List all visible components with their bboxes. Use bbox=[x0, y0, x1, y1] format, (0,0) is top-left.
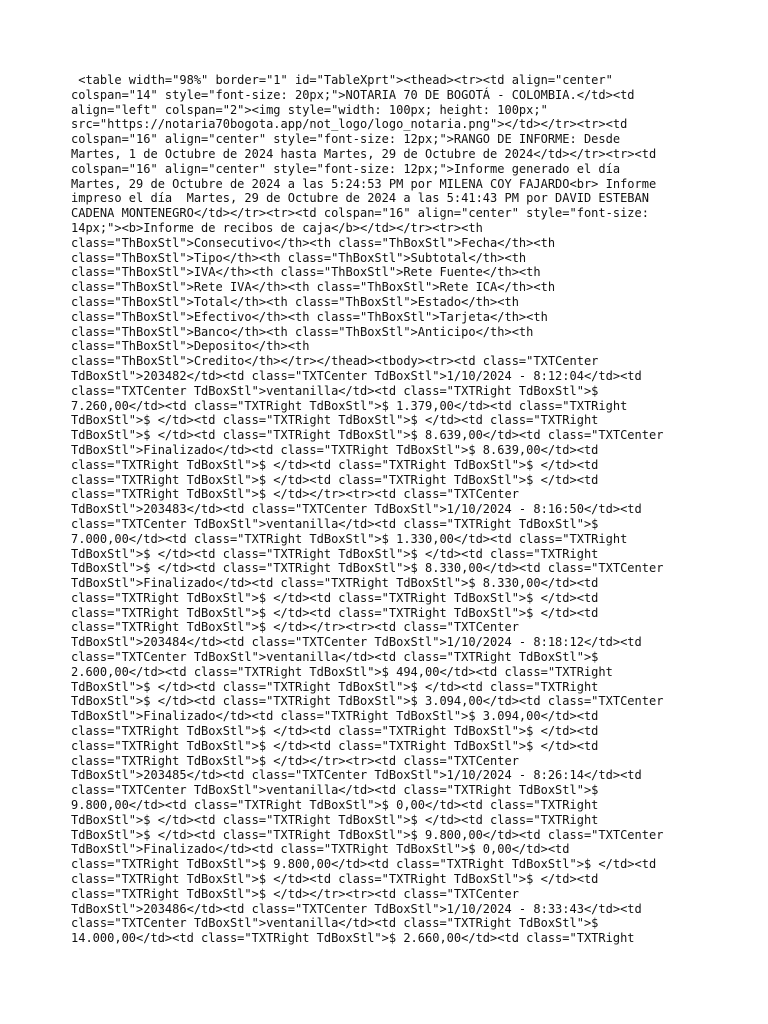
code-line: class="TXTCenter TdBoxStl">ventanilla</td><td class="TXTRight TdBoxStl">$ bbox=[71, 383, 599, 398]
code-line: TdBoxStl">$ </td><td class="TXTRight TdBoxStl">$ </td><td class="TXTRight bbox=[71, 546, 599, 561]
code-line: TdBoxStl">203484</td><td class="TXTCenter TdBoxStl">1/10/2024 - 8:18:12</td><td bbox=[71, 635, 642, 650]
code-line: colspan="16" align="center" style="font-size: 12px;">Informe generado el día bbox=[71, 161, 621, 176]
code-line: class="TXTRight TdBoxStl">$ </td><td class="TXTRight TdBoxStl">$ </td><td bbox=[71, 872, 599, 887]
code-line: impreso el día Martes, 29 de Octubre de 2024 a las 5:41:43 PM por DAVID ESTEBAN bbox=[71, 191, 649, 206]
code-line: class="TXTCenter TdBoxStl">ventanilla</td><td class="TXTRight TdBoxStl">$ bbox=[71, 916, 599, 931]
code-line: colspan="16" align="center" style="font-size: 12px;">RANGO DE INFORME: Desde bbox=[71, 132, 621, 147]
document-page bbox=[71, 73, 701, 946]
code-line: <table width="98%" border="1" id="TableXprt"><thead><tr><td align="center" bbox=[71, 73, 613, 87]
code-line: Martes, 1 de Octubre de 2024 hasta Martes, 29 de Octubre de 2024</td></tr><tr><td bbox=[71, 146, 657, 161]
code-line: class="ThBoxStl">Credito</th></tr></thead><tbody><tr><td class="TXTCenter bbox=[71, 354, 599, 369]
code-line: class="TXTRight TdBoxStl">$ </td></tr><tr><td class="TXTCenter bbox=[71, 487, 519, 502]
code-line: class="TXTCenter TdBoxStl">ventanilla</td><td class="TXTRight TdBoxStl">$ bbox=[71, 516, 599, 531]
code-line: TdBoxStl">203485</td><td class="TXTCenter TdBoxStl">1/10/2024 - 8:26:14</td><td bbox=[71, 768, 642, 783]
code-line: TdBoxStl">$ </td><td class="TXTRight TdBoxStl">$ 3.094,00</td><td class="TXTCenter bbox=[71, 694, 664, 709]
code-line: class="ThBoxStl">Rete IVA</th><th class="ThBoxStl">Rete ICA</th><th bbox=[71, 280, 556, 295]
code-line: class="TXTCenter TdBoxStl">ventanilla</td><td class="TXTRight TdBoxStl">$ bbox=[71, 783, 599, 798]
code-line: 9.800,00</td><td class="TXTRight TdBoxStl">$ 0,00</td><td class="TXTRight bbox=[71, 798, 599, 813]
code-line: TdBoxStl">$ </td><td class="TXTRight TdBoxStl">$ 8.639,00</td><td class="TXTCenter bbox=[71, 428, 664, 443]
code-line: class="ThBoxStl">IVA</th><th class="ThBoxStl">Rete Fuente</th><th bbox=[71, 265, 541, 280]
code-line: TdBoxStl">203486</td><td class="TXTCenter TdBoxStl">1/10/2024 - 8:33:43</td><td bbox=[71, 901, 642, 916]
code-line: colspan="14" style="font-size: 20px;">NOTARIA 70 DE BOGOTÁ - COLOMBIA.</td><td bbox=[71, 87, 635, 102]
code-line: TdBoxStl">Finalizado</td><td class="TXTRight TdBoxStl">$ 8.330,00</td><td bbox=[71, 576, 599, 591]
code-line: class="TXTRight TdBoxStl">$ </td><td class="TXTRight TdBoxStl">$ </td><td bbox=[71, 738, 599, 753]
code-line: TdBoxStl">$ </td><td class="TXTRight TdBoxStl">$ 9.800,00</td><td class="TXTCenter bbox=[71, 827, 664, 842]
code-line: class="TXTRight TdBoxStl">$ </td><td class="TXTRight TdBoxStl">$ </td><td bbox=[71, 724, 599, 739]
code-line: 7.260,00</td><td class="TXTRight TdBoxStl">$ 1.379,00</td><td class="TXTRight bbox=[71, 398, 628, 413]
code-line: class="ThBoxStl">Deposito</th><th bbox=[71, 339, 310, 354]
code-line: TdBoxStl">Finalizado</td><td class="TXTRight TdBoxStl">$ 8.639,00</td><td bbox=[71, 442, 599, 457]
code-line: class="TXTRight TdBoxStl">$ </td></tr><tr><td class="TXTCenter bbox=[71, 886, 519, 901]
code-line: 14px;"><b>Informe de recibos de caja</b></td></tr><tr><th bbox=[71, 220, 483, 235]
code-line: TdBoxStl">Finalizado</td><td class="TXTRight TdBoxStl">$ 0,00</td><td bbox=[71, 842, 570, 857]
code-line: TdBoxStl">$ </td><td class="TXTRight TdBoxStl">$ </td><td class="TXTRight bbox=[71, 679, 599, 694]
code-line: class="ThBoxStl">Banco</th><th class="ThBoxStl">Anticipo</th><th bbox=[71, 324, 534, 339]
code-line: src="https://notaria70bogota.app/not_logo/logo_notaria.png"></td></tr><tr><td bbox=[71, 117, 628, 132]
code-line: class="TXTRight TdBoxStl">$ </td><td class="TXTRight TdBoxStl">$ </td><td bbox=[71, 590, 599, 605]
code-line: class="TXTRight TdBoxStl">$ </td><td class="TXTRight TdBoxStl">$ </td><td bbox=[71, 605, 599, 620]
code-line: TdBoxStl">$ </td><td class="TXTRight TdBoxStl">$ 8.330,00</td><td class="TXTCenter bbox=[71, 561, 664, 576]
code-line: TdBoxStl">$ </td><td class="TXTRight TdBoxStl">$ </td><td class="TXTRight bbox=[71, 413, 599, 428]
code-line: class="TXTRight TdBoxStl">$ 9.800,00</td><td class="TXTRight TdBoxStl">$ </td><td bbox=[71, 857, 657, 872]
code-line: class="ThBoxStl">Consecutivo</th><th class="ThBoxStl">Fecha</th><th bbox=[71, 235, 556, 250]
code-line: CADENA MONTENEGRO</td></tr><tr><td colspan="16" align="center" style="font-size: bbox=[71, 206, 649, 221]
code-line: class="ThBoxStl">Efectivo</th><th class="ThBoxStl">Tarjeta</th><th bbox=[71, 309, 548, 324]
code-line: TdBoxStl">203482</td><td class="TXTCenter TdBoxStl">1/10/2024 - 8:12:04</td><td bbox=[71, 368, 642, 383]
code-line: class="ThBoxStl">Total</th><th class="ThBoxStl">Estado</th><th bbox=[71, 294, 519, 309]
code-line: 7.000,00</td><td class="TXTRight TdBoxStl">$ 1.330,00</td><td class="TXTRight bbox=[71, 531, 628, 546]
code-line: TdBoxStl">Finalizado</td><td class="TXTRight TdBoxStl">$ 3.094,00</td><td bbox=[71, 709, 599, 724]
code-line: class="TXTRight TdBoxStl">$ </td></tr><tr><td class="TXTCenter bbox=[71, 753, 519, 768]
code-line: Martes, 29 de Octubre de 2024 a las 5:24:53 PM por MILENA COY FAJARDO<br> Informe bbox=[71, 176, 657, 191]
code-line: TdBoxStl">203483</td><td class="TXTCenter TdBoxStl">1/10/2024 - 8:16:50</td><td bbox=[71, 502, 642, 517]
code-line: align="left" colspan="2"><img style="width: 100px; height: 100px;" bbox=[71, 102, 548, 117]
code-line: 2.600,00</td><td class="TXTRight TdBoxStl">$ 494,00</td><td class="TXTRight bbox=[71, 664, 613, 679]
code-line: 14.000,00</td><td class="TXTRight TdBoxStl">$ 2.660,00</td><td class="TXTRight bbox=[71, 931, 635, 946]
code-line: class="TXTRight TdBoxStl">$ </td><td class="TXTRight TdBoxStl">$ </td><td bbox=[71, 472, 599, 487]
code-line: TdBoxStl">$ </td><td class="TXTRight TdBoxStl">$ </td><td class="TXTRight bbox=[71, 812, 599, 827]
code-line: class="ThBoxStl">Tipo</th><th class="ThBoxStl">Subtotal</th><th bbox=[71, 250, 527, 265]
code-line: class="TXTRight TdBoxStl">$ </td><td class="TXTRight TdBoxStl">$ </td><td bbox=[71, 457, 599, 472]
code-line: class="TXTCenter TdBoxStl">ventanilla</td><td class="TXTRight TdBoxStl">$ bbox=[71, 650, 599, 665]
code-line: class="TXTRight TdBoxStl">$ </td></tr><tr><td class="TXTCenter bbox=[71, 620, 519, 635]
